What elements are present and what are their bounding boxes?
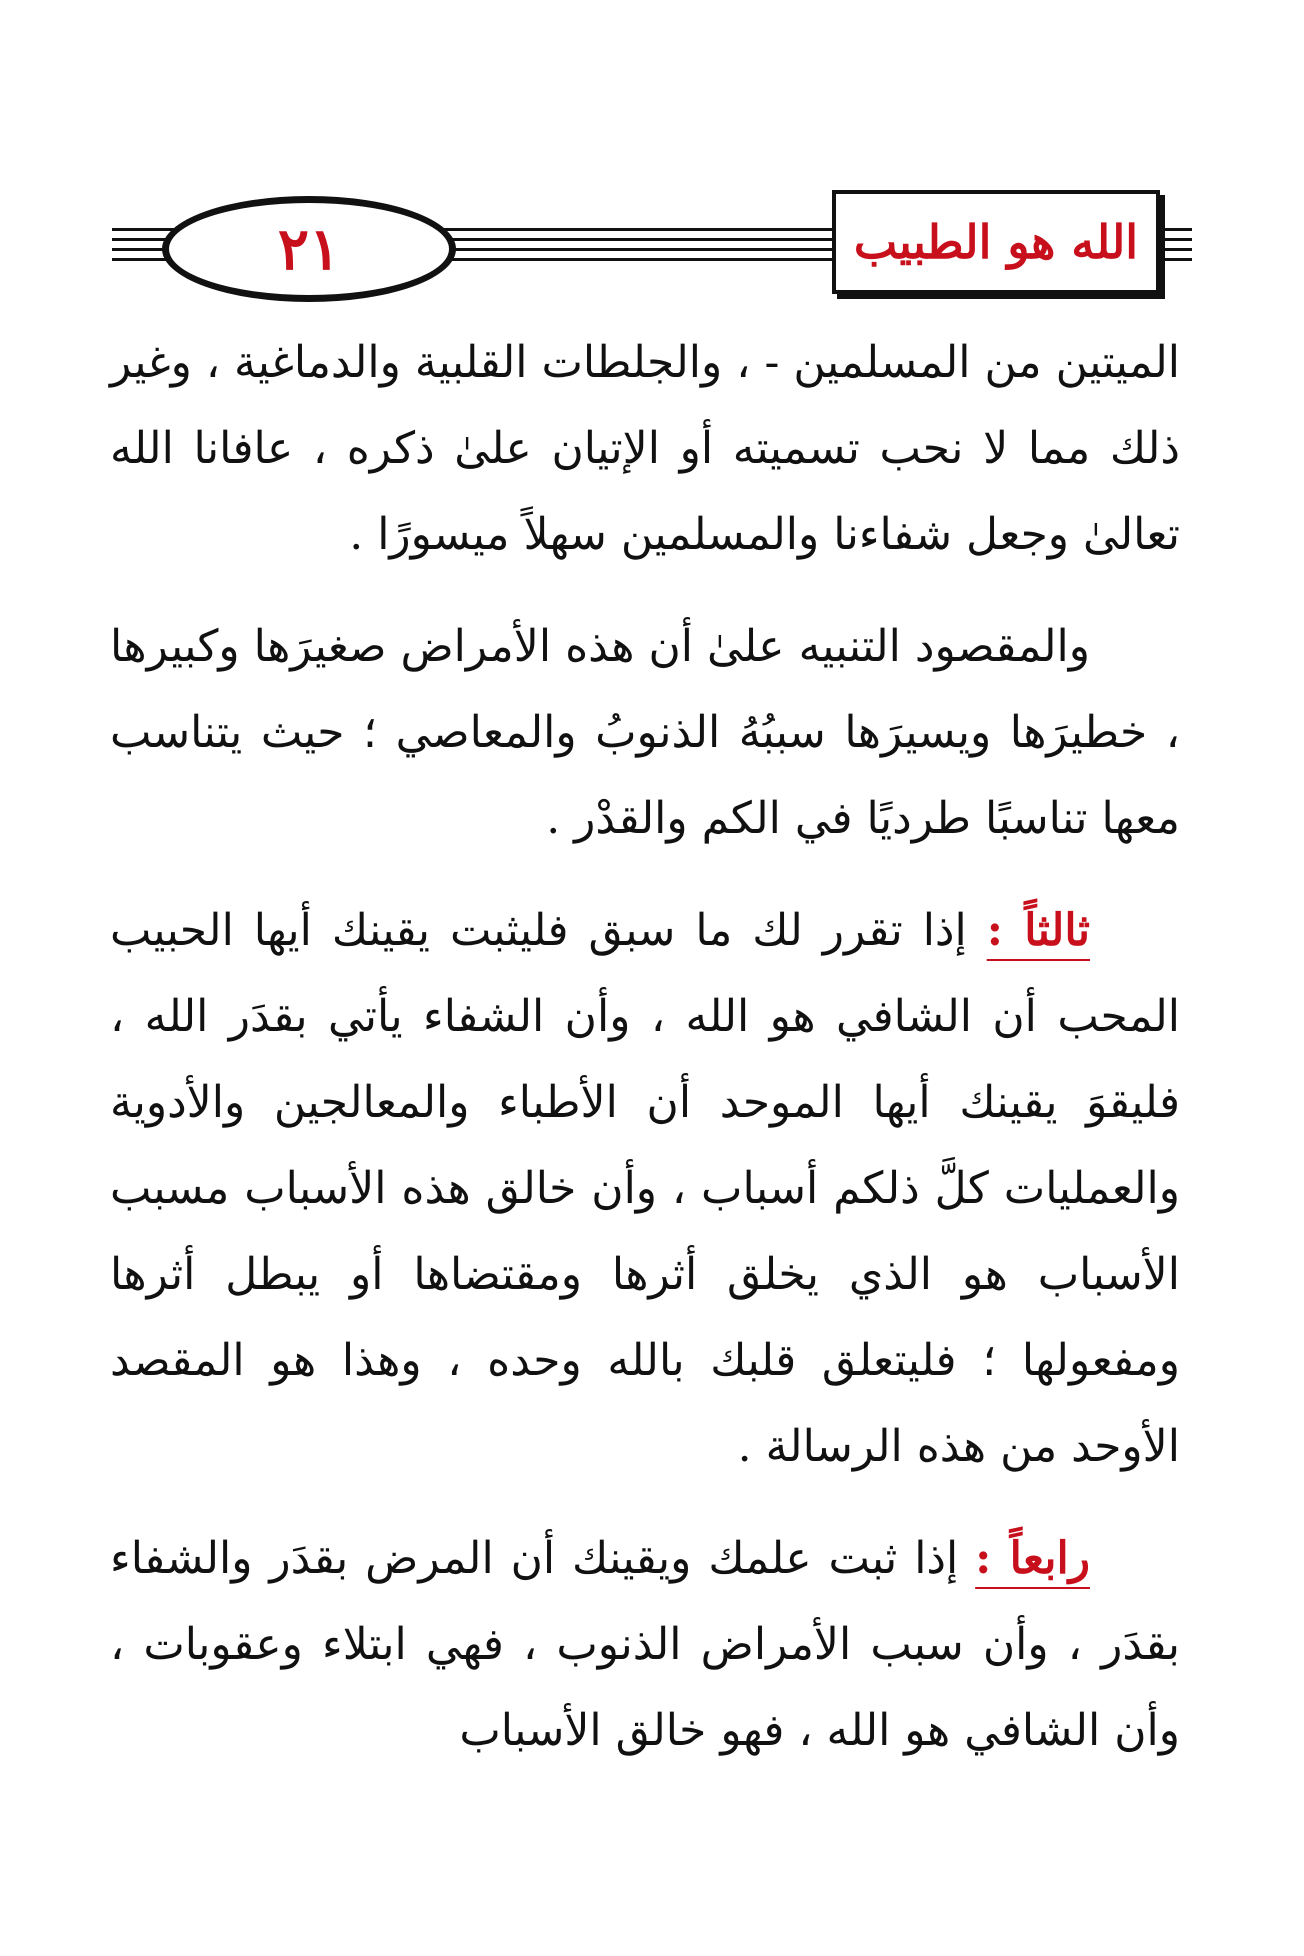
paragraph-2 <box>110 604 1180 862</box>
page-header <box>112 190 1192 300</box>
paragraph-4 <box>110 1516 1180 1774</box>
running-title-box <box>832 190 1160 294</box>
paragraph-3 <box>110 888 1180 1490</box>
page-number-oval <box>162 196 456 302</box>
paragraph-4-text: إذا ثبت علمك ويقينك أن المرض بقدَر والشفاء بقدَر ، وأن سبب الأمراض الذنوب ، فهي ابتلاء وعقوبات ، وأن الشافي هو الله ، فهو خالق الأسباب <box>110 1533 1180 1756</box>
paragraph-1-text: الميتين من المسلمين - ، والجلطات القلبية والدماغية ، وغير ذلك مما لا نحب تسميته أو الإتيان علىٰ ذكره ، عافانا الله تعالىٰ وجعل شفاءنا والمسلمين سهلاً ميسورًا . <box>110 337 1180 560</box>
running-title: الله هو الطبيب <box>853 215 1139 269</box>
page-body <box>110 320 1180 1800</box>
paragraph-1 <box>110 320 1180 578</box>
paragraph-2-text: والمقصود التنبيه علىٰ أن هذه الأمراض صغيرَها وكبيرها ، خطيرَها ويسيرَها سببُهُ الذنوبُ والمعاصي ؛ حيث يتناسب معها تناسبًا طرديًا في الكم والقدْر . <box>110 621 1180 844</box>
section-label-third: ثالثاً : <box>986 905 1090 956</box>
page-number: ٢١ <box>277 215 341 283</box>
paragraph-3-text: إذا تقرر لك ما سبق فليثبت يقينك أيها الحبيب المحب أن الشافي هو الله ، وأن الشفاء يأتي بقدَر الله ، فليقوَ يقينك أيها الموحد أن الأطباء والمعالجين والأدوية والعمليات كلَّ ذلكم أسباب ، وأن خالق هذه الأسباب مسبب الأسباب هو الذي يخلق أثرها ومقتضاها أو يبطل أثرها ومفعولها ؛ فليتعلق قلبك بالله وحده ، وهذا هو المقصد الأوحد من هذه الرسالة . <box>110 905 1180 1472</box>
section-label-fourth: رابعاً : <box>975 1533 1090 1584</box>
